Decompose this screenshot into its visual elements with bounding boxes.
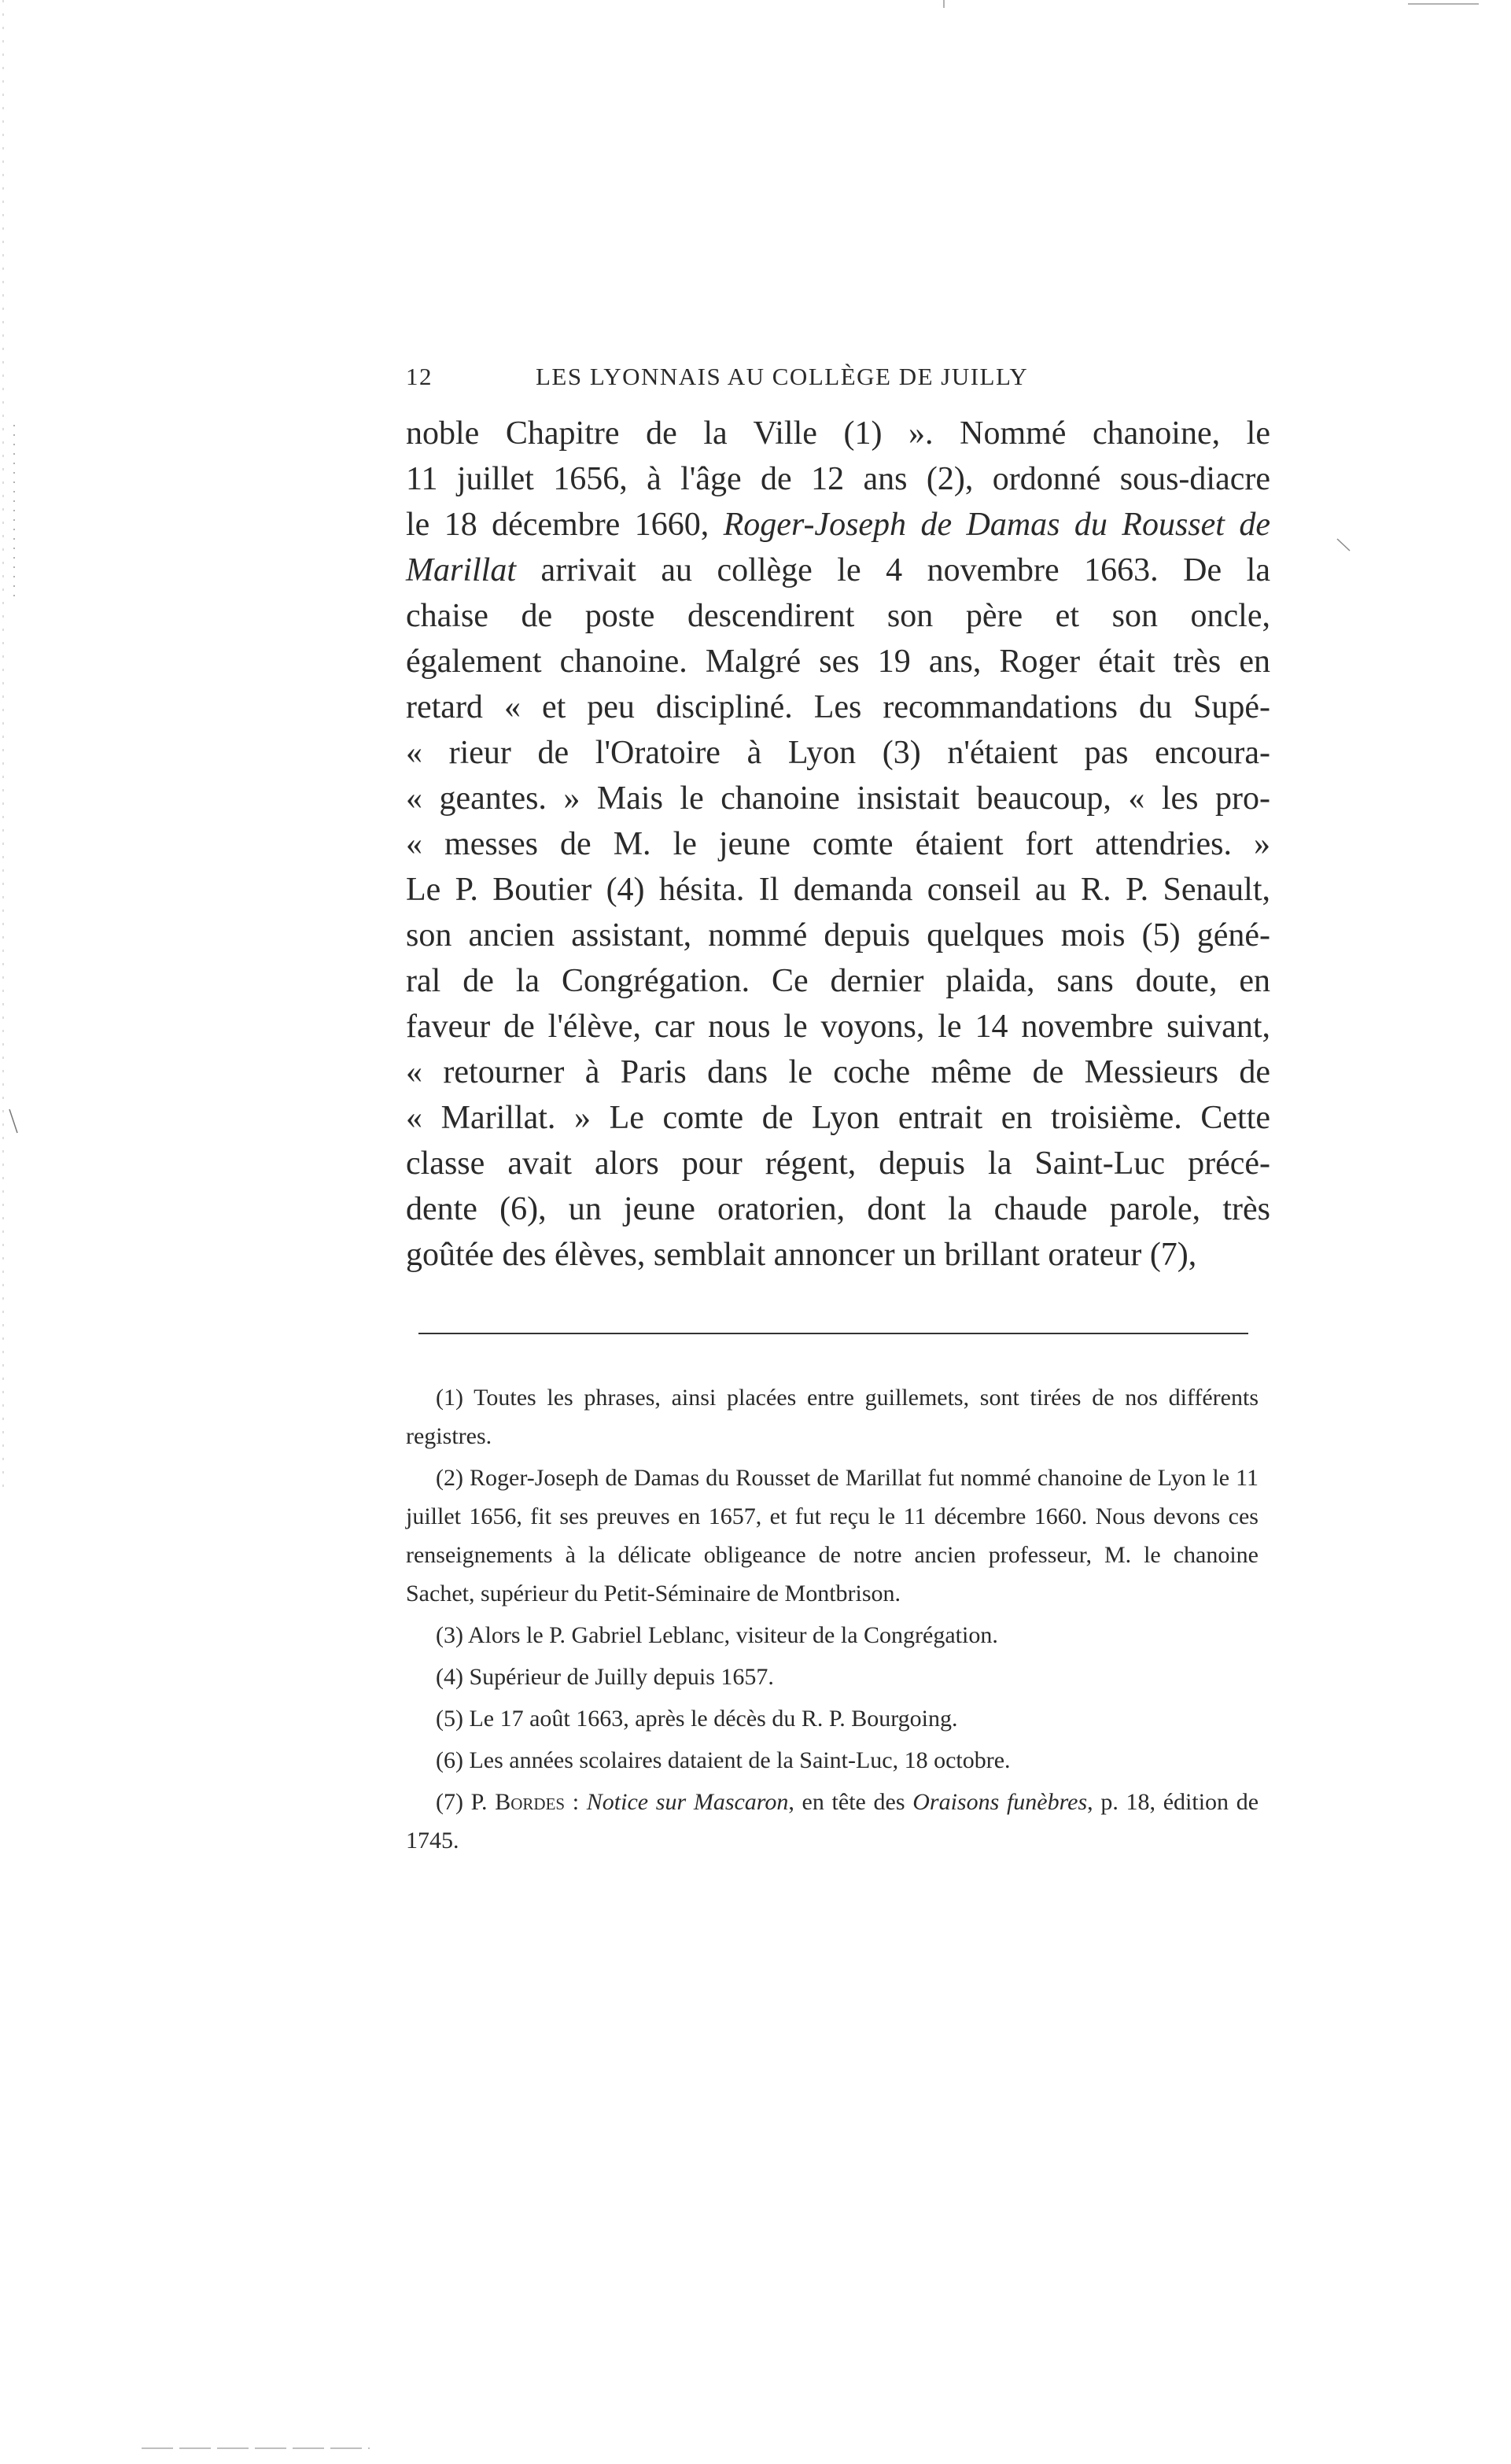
body-line: « Marillat. » Le comte de Lyon entrait en troisième. Cette bbox=[406, 1100, 1270, 1136]
person-name: Roger-Joseph de Damas du Rousset de bbox=[723, 507, 1270, 543]
footnote-7-lead: (7) P. bbox=[436, 1789, 488, 1815]
body-line: chaise de poste descendirent son père et son oncle, bbox=[406, 598, 1270, 634]
body-line-part: le 18 décembre 1660, bbox=[406, 507, 709, 543]
person-name: Marillat bbox=[406, 552, 517, 588]
footnote-divider bbox=[418, 1333, 1248, 1334]
footnote-7 bbox=[406, 1783, 1259, 1860]
footnote-1: (1) Toutes les phrases, ainsi placées entre guillemets, sont tirées de nos différents registres. bbox=[406, 1385, 1259, 1449]
body-line: faveur de l'élève, car nous le voyons, le 14 novembre suivant, bbox=[406, 1009, 1270, 1045]
footnote-7-author: Bordes bbox=[495, 1789, 566, 1815]
footnote-7-title: Notice sur Mascaron bbox=[586, 1789, 789, 1815]
body-line: 11 juillet 1656, à l'âge de 12 ans (2), ordonné sous-diacre bbox=[406, 461, 1270, 497]
body-line: dente (6), un jeune oratorien, dont la chaude parole, très bbox=[406, 1191, 1270, 1227]
body-line bbox=[406, 502, 1270, 548]
running-head bbox=[406, 358, 1098, 396]
footnotes bbox=[406, 1378, 1259, 1863]
footnote-4: (4) Supérieur de Juilly depuis 1657. bbox=[436, 1664, 774, 1690]
footnote-7-colon: : bbox=[565, 1789, 587, 1815]
footnote-7-tail: , p. 18, édition de 1745. bbox=[406, 1789, 1259, 1854]
page-number: 12 bbox=[406, 363, 433, 390]
body-line: également chanoine. Malgré ses 19 ans, Roger était très en bbox=[406, 644, 1270, 680]
footnote-3: (3) Alors le P. Gabriel Leblanc, visiteur de la Congrégation. bbox=[436, 1622, 998, 1648]
footnote-7-mid: , en tête des bbox=[788, 1789, 913, 1815]
body-line: son ancien assistant, nommé depuis quelques mois (5) géné- bbox=[406, 917, 1270, 954]
footnote-5: (5) Le 17 août 1663, après le décès du R. P. Bourgoing. bbox=[436, 1706, 958, 1732]
body-line-part: arrivait au collège le 4 novembre 1663. De la bbox=[540, 552, 1270, 588]
footnote-7-work: Oraisons funèbres bbox=[912, 1789, 1088, 1815]
body-line: « messes de M. le jeune comte étaient fort attendries. » bbox=[406, 826, 1270, 862]
body-line: classe avait alors pour régent, depuis la Saint-Luc précé- bbox=[406, 1145, 1270, 1182]
body-line: retard « et peu discipliné. Les recommandations du Supé- bbox=[406, 689, 1270, 725]
body-text bbox=[406, 411, 1270, 1278]
body-line: noble Chapitre de la Ville (1) ». Nommé chanoine, le bbox=[406, 415, 1270, 452]
body-line: « retourner à Paris dans le coche même de Messieurs de bbox=[406, 1054, 1270, 1090]
body-line bbox=[406, 548, 1270, 593]
footnote-2: (2) Roger-Joseph de Damas du Rousset de Marillat fut nommé chanoine de Lyon le 11 juillet 1656, fit ses preuves en 1657, et fut reçu le 11 décembre 1660. Nous devons ces renseignements à la délicate obligeance de notre ancien professeur, M. le chanoine Sachet, supérieur du Petit-Séminaire de Montbrison. bbox=[406, 1465, 1259, 1606]
body-line: goûtée des élèves, semblait annoncer un brillant orateur (7), bbox=[406, 1237, 1197, 1273]
body-line: ral de la Congrégation. Ce dernier plaida, sans doute, en bbox=[406, 963, 1270, 999]
body-line: « rieur de l'Oratoire à Lyon (3) n'étaient pas encoura- bbox=[406, 735, 1270, 771]
body-line: Le P. Boutier (4) hésita. Il demanda conseil au R. P. Senault, bbox=[406, 872, 1270, 908]
footnote-6: (6) Les années scolaires dataient de la Saint-Luc, 18 octobre. bbox=[436, 1747, 1011, 1773]
body-line: « geantes. » Mais le chanoine insistait beaucoup, « les pro- bbox=[406, 780, 1270, 817]
running-title: LES LYONNAIS AU COLLÈGE DE JUILLY bbox=[536, 363, 1029, 390]
